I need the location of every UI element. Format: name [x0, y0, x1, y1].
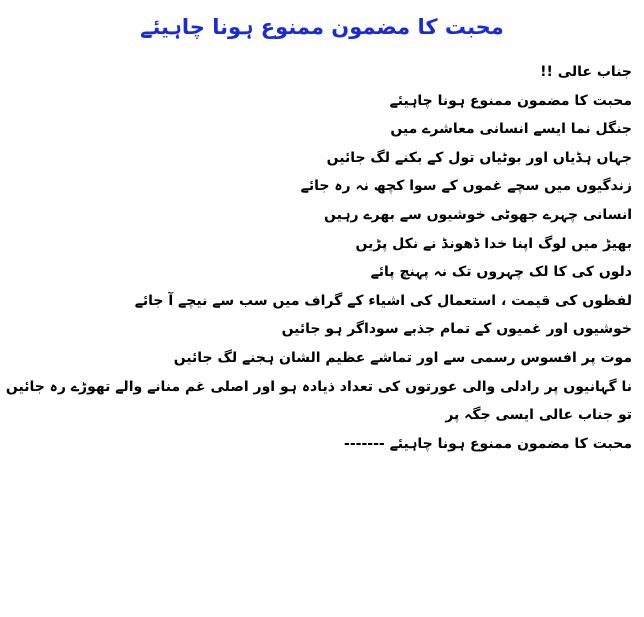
poem-line: بھیڑ میں لوگ اپنا خدا ڈھونڈ نے نکل پڑیں [355, 235, 632, 252]
poem-line: جناب عالی !! [540, 64, 632, 80]
poem-line: نا گہانیوں پر رادلی والی عورتوں کی تعداد ذیادہ ہو اور اصلی غم منانے والے تھوڑے رہ جائیں [5, 378, 632, 395]
poem-title: محبت کا مضمون ممنوع ہونا چاہیئے [140, 15, 504, 39]
poem-line: دلوں کی کا لک چہروں تک نہ پہنچ پائے [370, 264, 632, 281]
poem-line: تو جناب عالی ایسی جگہ پر [445, 407, 632, 424]
poem-line: محبت کا مضمون ممنوع ہونا چاہیئے ------- [344, 435, 632, 452]
poem-line: خوشیوں اور غمیوں کے تمام جذبے سوداگر ہو جائیں [281, 321, 632, 338]
poem-lines [5, 58, 632, 458]
poem-line: جنگل نما ایسے انسانی معاشرے میں [390, 121, 632, 138]
poem-line: جہاں ہڈیاں اور بوٹیاں تول کے بکنے لگ جائیں [326, 149, 632, 166]
poem-line: لفظوں کی قیمت ، استعمال کی اشیاء کے گراف میں سب سے نیچے آ جائے [134, 292, 632, 309]
poem-line: موت پر افسوس رسمی سے اور تماشے عظیم الشان ہجنے لگ جائیں [173, 349, 632, 366]
poem-line: زندگیوں میں سچے غموں کے سوا کچھ نہ رہ جائے [300, 178, 632, 195]
poem-line: محبت کا مضمون ممنوع ہونا چاہیئے [389, 92, 632, 109]
poem-line: انسانی چہرے جھوٹی خوشیوں سے بھرے رہیں [324, 206, 632, 223]
